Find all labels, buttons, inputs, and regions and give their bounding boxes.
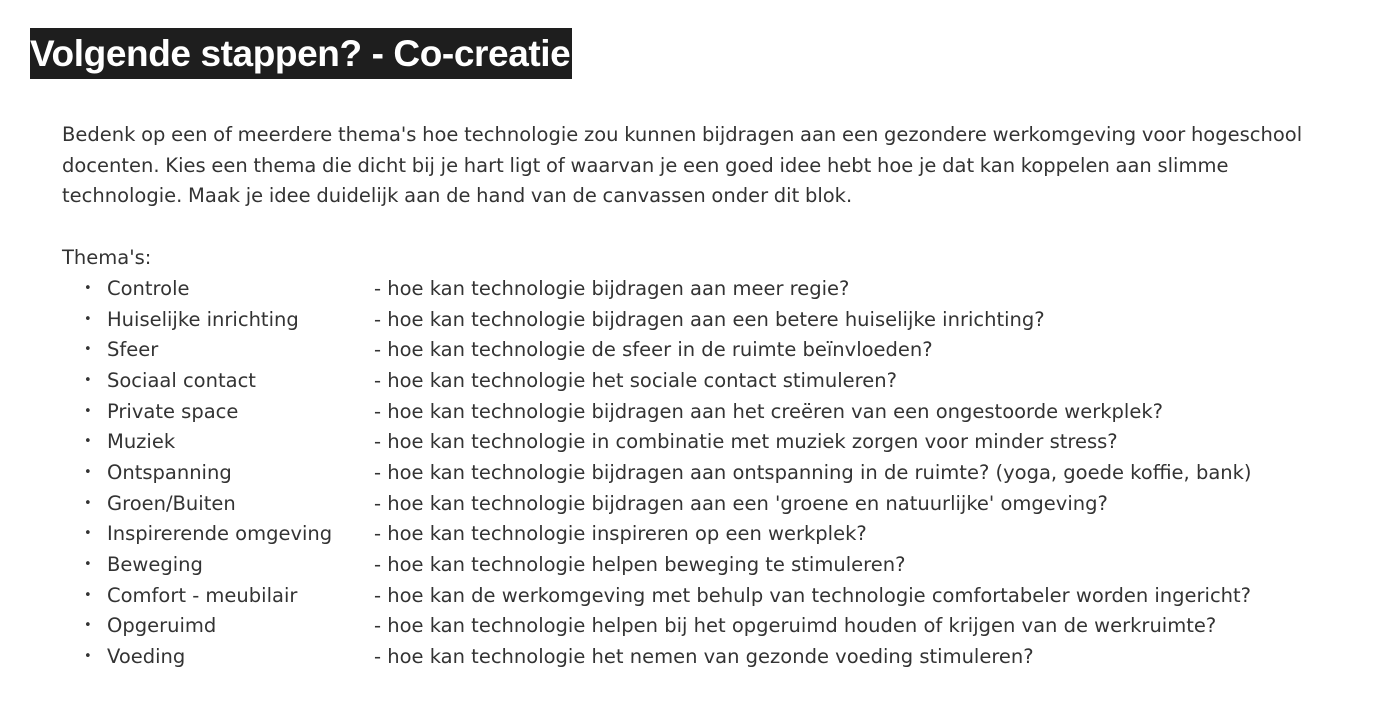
bullet-icon: • xyxy=(84,403,92,419)
list-item xyxy=(62,519,1352,550)
list-item xyxy=(62,550,1352,581)
bullet-icon: • xyxy=(84,526,92,542)
list-item xyxy=(62,642,1352,673)
bullet-icon: • xyxy=(84,464,92,480)
theme-name: Sociaal contact xyxy=(107,368,256,392)
bullet-icon: • xyxy=(84,372,92,388)
theme-description: - hoe kan technologie inspireren op een werkplek? xyxy=(374,522,867,546)
bullet-icon: • xyxy=(84,618,92,634)
bullet-icon: • xyxy=(84,557,92,572)
bullet-icon: • xyxy=(84,587,92,603)
bullet-icon: • xyxy=(84,342,92,358)
theme-description: - hoe kan technologie in combinatie met muziek zorgen voor minder stress? xyxy=(374,430,1118,454)
theme-description: - hoe kan technologie bijdragen aan een betere huiselijke inrichting? xyxy=(374,307,1045,331)
themes-heading: Thema's: xyxy=(62,246,152,270)
list-item xyxy=(62,305,1352,336)
list-item xyxy=(62,458,1352,489)
theme-description: - hoe kan technologie bijdragen aan meer regie? xyxy=(374,276,850,300)
page-title-banner xyxy=(30,28,572,79)
bullet-icon: • xyxy=(84,280,92,296)
theme-name: Comfort - meubilair xyxy=(107,583,298,607)
theme-description: - hoe kan technologie bijdragen aan een 'groene en natuurlijke' omgeving? xyxy=(374,491,1108,515)
theme-description: - hoe kan technologie bijdragen aan het creëren van een ongestoorde werkplek? xyxy=(374,399,1163,423)
bullet-icon: • xyxy=(84,311,92,327)
theme-name: Private space xyxy=(107,399,239,423)
theme-name: Inspirerende omgeving xyxy=(107,522,333,546)
theme-name: Huiselijke inrichting xyxy=(107,307,299,331)
theme-description: - hoe kan technologie het sociale contact stimuleren? xyxy=(374,368,897,392)
page-title: Volgende stappen? - Co-creatie xyxy=(30,33,571,74)
list-item xyxy=(62,611,1352,642)
theme-name: Voeding xyxy=(107,645,186,669)
theme-name: Groen/Buiten xyxy=(107,491,236,515)
theme-description: - hoe kan technologie helpen bij het opgeruimd houden of krijgen van de werkruimte? xyxy=(374,614,1217,638)
list-item xyxy=(62,489,1352,520)
theme-description: - hoe kan technologie bijdragen aan ontspanning in de ruimte? (yoga, goede koffie, bank) xyxy=(374,460,1252,484)
theme-name: Sfeer xyxy=(107,338,159,362)
theme-name: Muziek xyxy=(107,430,176,454)
bullet-icon: • xyxy=(84,495,92,511)
intro-paragraph: Bedenk op een of meerdere thema's hoe technologie zou kunnen bijdragen aan een gezondere werkomgeving voor hogeschool docenten. Kies een thema die dicht bij je hart ligt of waarvan je een goed idee hebt hoe je dat kan koppelen aan slimme technologie. Maak je idee duidelijk aan de hand van de canvassen onder dit blok. xyxy=(62,123,1303,208)
list-item xyxy=(62,427,1352,458)
theme-name: Beweging xyxy=(107,553,203,576)
theme-name: Opgeruimd xyxy=(107,614,217,638)
theme-description: - hoe kan technologie helpen beweging te stimuleren? xyxy=(374,553,906,576)
theme-list xyxy=(62,274,1352,673)
theme-description: - hoe kan de werkomgeving met behulp van technologie comfortabeler worden ingericht? xyxy=(374,583,1252,607)
theme-description: - hoe kan technologie de sfeer in de ruimte beïnvloeden? xyxy=(374,338,933,362)
theme-name: Ontspanning xyxy=(107,460,232,484)
bullet-icon: • xyxy=(84,434,92,450)
list-item xyxy=(62,274,1352,305)
content-block xyxy=(62,120,1352,673)
list-item xyxy=(62,397,1352,428)
list-item xyxy=(62,581,1352,612)
theme-description: - hoe kan technologie het nemen van gezonde voeding stimuleren? xyxy=(374,645,1034,669)
bullet-icon: • xyxy=(84,649,92,665)
list-item xyxy=(62,366,1352,397)
theme-name: Controle xyxy=(107,276,190,300)
list-item xyxy=(62,335,1352,366)
